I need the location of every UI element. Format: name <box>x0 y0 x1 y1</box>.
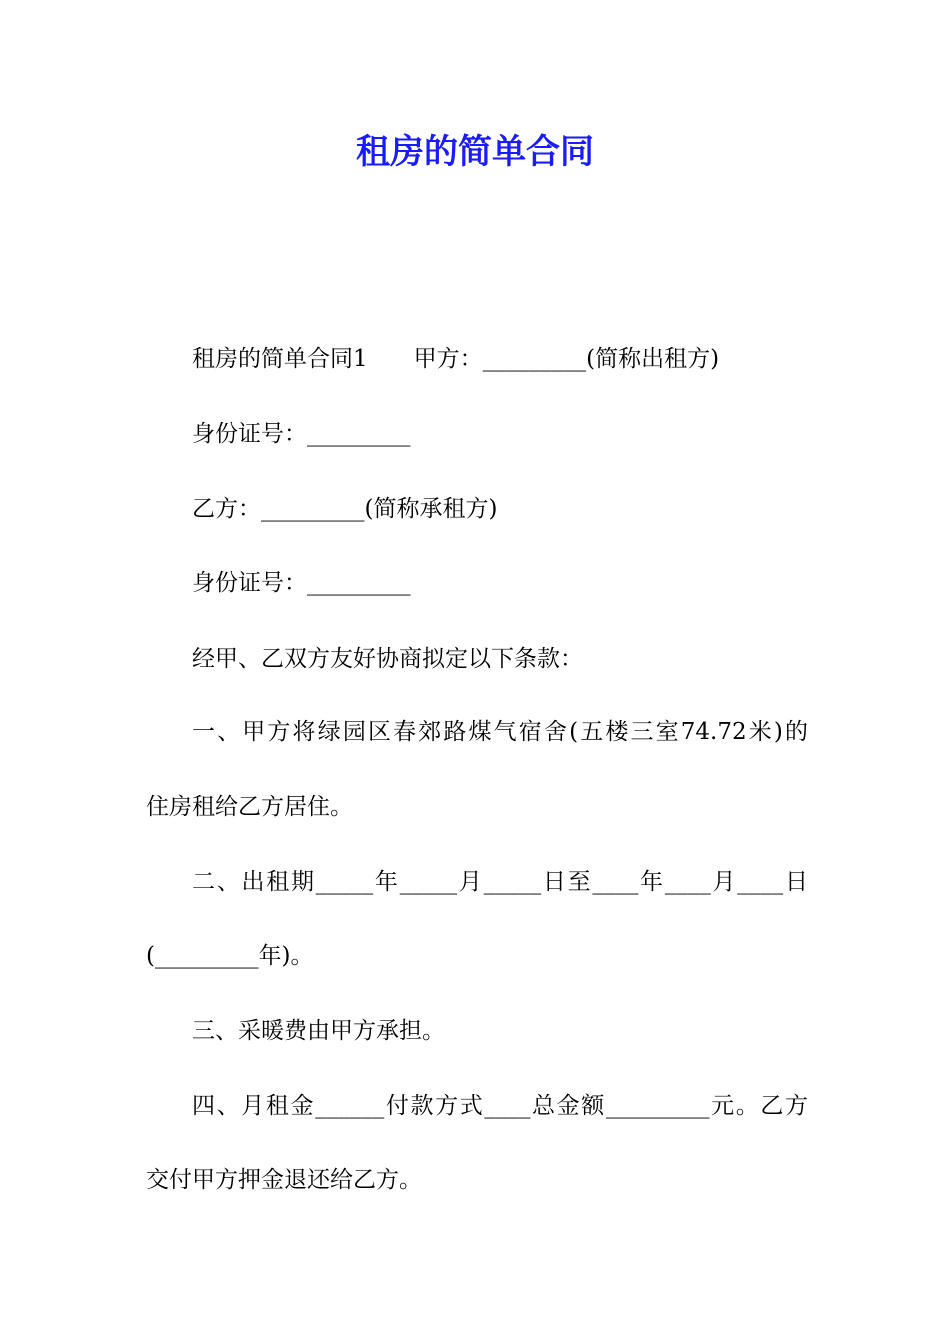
clause-4-line-2: 交付甲方押金退还给乙方。 <box>146 1167 422 1193</box>
clause-4-line-1: 四、月租金______付款方式____总金额_________元。乙方 <box>192 1093 808 1119</box>
party-b-line: 乙方：_________(简称承租方) <box>192 496 498 522</box>
clause-2-line-1: 二、出租期_____年_____月_____日至____年____月____日 <box>192 869 808 895</box>
document-title: 租房的简单合同 <box>356 132 594 172</box>
clause-3: 三、采暖费由甲方承担。 <box>192 1018 445 1044</box>
clause-2-line-2: (_________年)。 <box>146 943 314 969</box>
contract-heading-party-a: 租房的简单合同1 甲方：_________(简称出租方) <box>192 346 720 372</box>
clause-1-line-2: 住房租给乙方居住。 <box>146 794 353 820</box>
clause-1-line-1: 一、甲方将绿园区春郊路煤气宿舍(五楼三室74.72米)的 <box>192 719 808 745</box>
party-a-id-number: 身份证号：_________ <box>192 421 411 447</box>
party-b-id-number: 身份证号：_________ <box>192 570 411 596</box>
agreement-intro: 经甲、乙双方友好协商拟定以下条款： <box>192 646 583 672</box>
